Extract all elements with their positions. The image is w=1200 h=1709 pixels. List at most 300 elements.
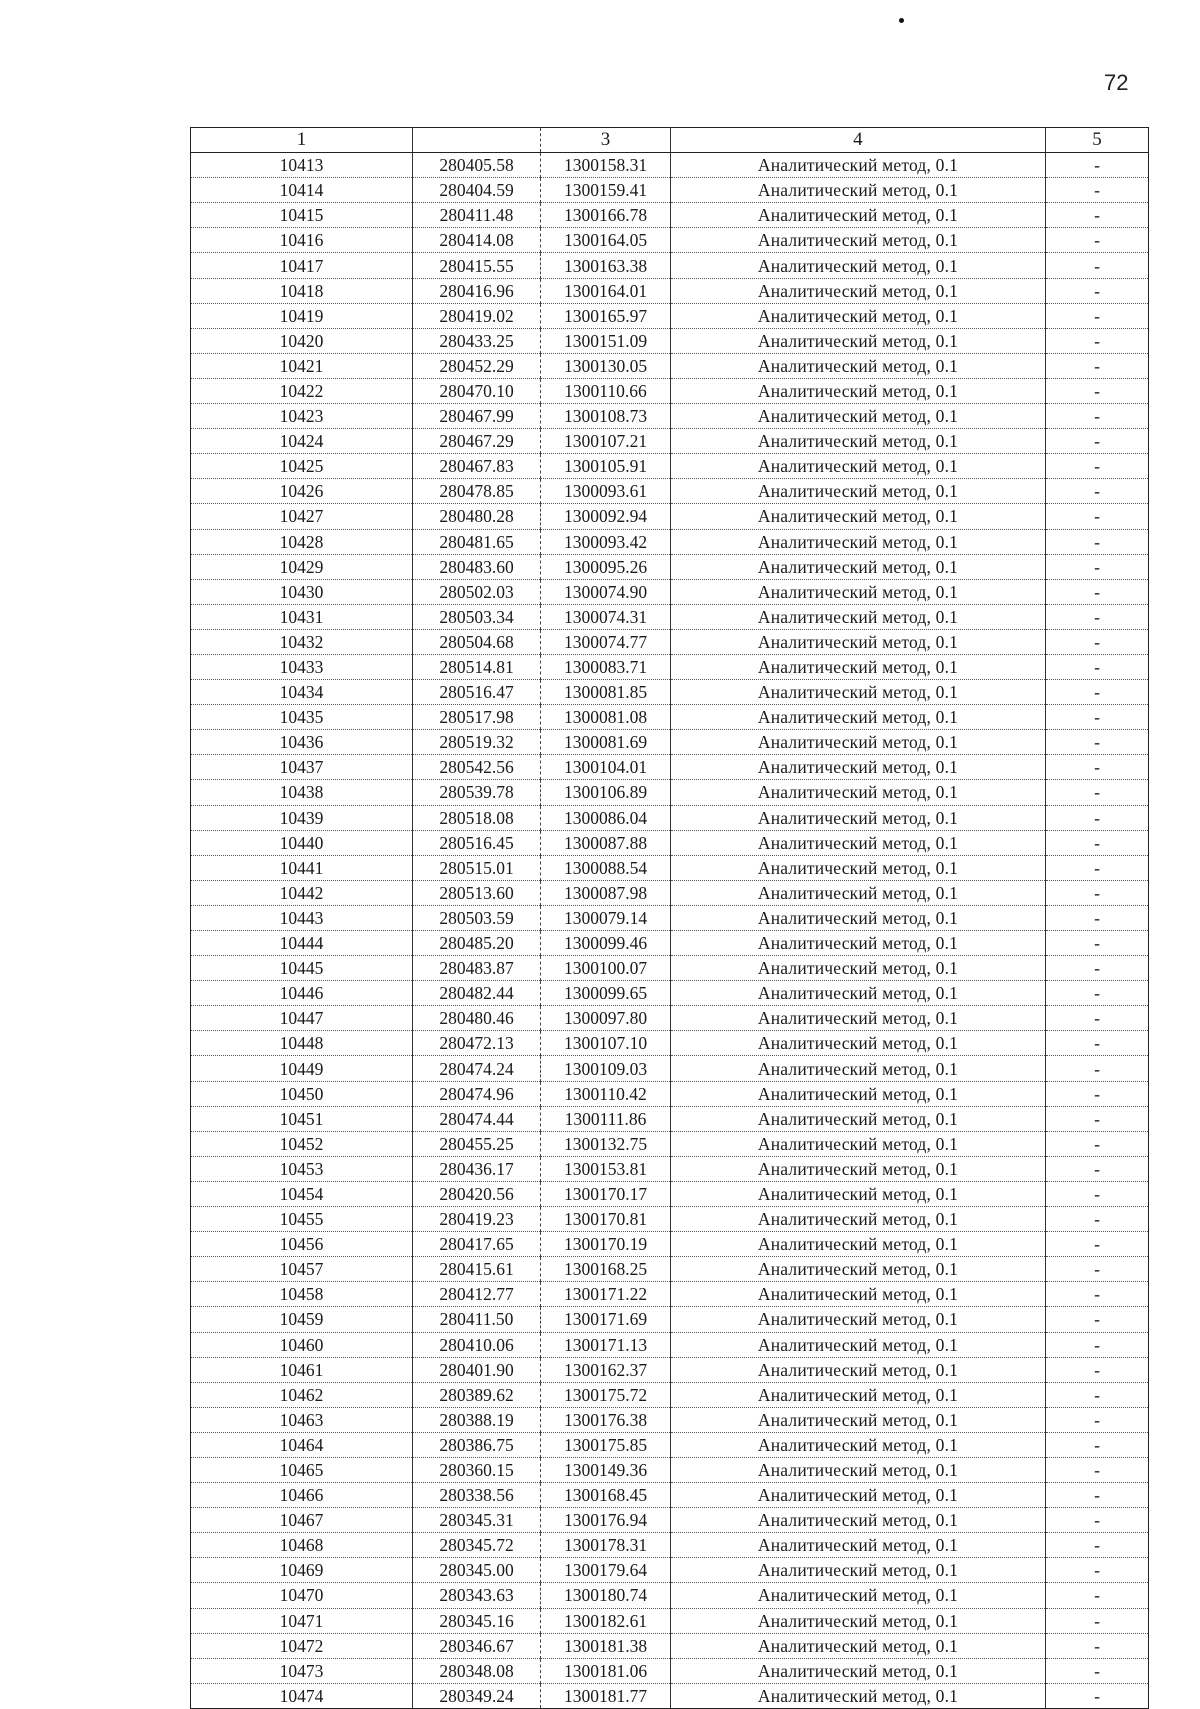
point-number-cell: 10414 — [191, 178, 413, 203]
table-row — [191, 404, 1149, 429]
point-number-cell: 10459 — [191, 1307, 413, 1332]
note-cell: - — [1046, 730, 1149, 755]
table-row — [191, 554, 1149, 579]
y-coordinate-cell: 1300093.42 — [541, 529, 671, 554]
note-cell: - — [1046, 805, 1149, 830]
method-accuracy-cell: Аналитический метод, 0.1 — [671, 278, 1046, 303]
method-accuracy-cell: Аналитический метод, 0.1 — [671, 654, 1046, 679]
method-accuracy-cell: Аналитический метод, 0.1 — [671, 1282, 1046, 1307]
note-cell: - — [1046, 830, 1149, 855]
point-number-cell: 10419 — [191, 303, 413, 328]
table-row — [191, 1006, 1149, 1031]
method-accuracy-cell: Аналитический метод, 0.1 — [671, 529, 1046, 554]
table-row — [191, 353, 1149, 378]
x-coordinate-cell: 280504.68 — [413, 629, 541, 654]
method-accuracy-cell: Аналитический метод, 0.1 — [671, 1457, 1046, 1482]
x-coordinate-cell: 280388.19 — [413, 1407, 541, 1432]
point-number-cell: 10423 — [191, 404, 413, 429]
method-accuracy-cell: Аналитический метод, 0.1 — [671, 855, 1046, 880]
note-cell: - — [1046, 1282, 1149, 1307]
table-row — [191, 504, 1149, 529]
note-cell: - — [1046, 780, 1149, 805]
y-coordinate-cell: 1300171.69 — [541, 1307, 671, 1332]
y-coordinate-cell: 1300097.80 — [541, 1006, 671, 1031]
method-accuracy-cell: Аналитический метод, 0.1 — [671, 905, 1046, 930]
table-row — [191, 579, 1149, 604]
table-row — [191, 1307, 1149, 1332]
x-coordinate-cell: 280419.02 — [413, 303, 541, 328]
note-cell: - — [1046, 1583, 1149, 1608]
table-row — [191, 931, 1149, 956]
x-coordinate-cell: 280542.56 — [413, 755, 541, 780]
point-number-cell: 10465 — [191, 1457, 413, 1482]
y-coordinate-cell: 1300104.01 — [541, 755, 671, 780]
point-number-cell: 10431 — [191, 604, 413, 629]
note-cell: - — [1046, 905, 1149, 930]
note-cell: - — [1046, 1483, 1149, 1508]
point-number-cell: 10420 — [191, 328, 413, 353]
point-number-cell: 10441 — [191, 855, 413, 880]
table-row — [191, 654, 1149, 679]
method-accuracy-cell: Аналитический метод, 0.1 — [671, 830, 1046, 855]
table-row — [191, 1081, 1149, 1106]
note-cell: - — [1046, 228, 1149, 253]
point-number-cell: 10427 — [191, 504, 413, 529]
note-cell: - — [1046, 303, 1149, 328]
point-number-cell: 10425 — [191, 454, 413, 479]
x-coordinate-cell: 280474.44 — [413, 1106, 541, 1131]
note-cell: - — [1046, 1232, 1149, 1257]
y-coordinate-cell: 1300083.71 — [541, 654, 671, 679]
y-coordinate-cell: 1300176.94 — [541, 1508, 671, 1533]
table-row — [191, 1608, 1149, 1633]
point-number-cell: 10430 — [191, 579, 413, 604]
note-cell: - — [1046, 1031, 1149, 1056]
table-row — [191, 730, 1149, 755]
x-coordinate-cell: 280478.85 — [413, 479, 541, 504]
note-cell: - — [1046, 755, 1149, 780]
point-number-cell: 10428 — [191, 529, 413, 554]
table-row — [191, 178, 1149, 203]
method-accuracy-cell: Аналитический метод, 0.1 — [671, 253, 1046, 278]
y-coordinate-cell: 1300074.90 — [541, 579, 671, 604]
y-coordinate-cell: 1300163.38 — [541, 253, 671, 278]
table-row — [191, 328, 1149, 353]
table-row — [191, 253, 1149, 278]
method-accuracy-cell: Аналитический метод, 0.1 — [671, 931, 1046, 956]
method-accuracy-cell: Аналитический метод, 0.1 — [671, 1106, 1046, 1131]
x-coordinate-cell: 280412.77 — [413, 1282, 541, 1307]
point-number-cell: 10467 — [191, 1508, 413, 1533]
y-coordinate-cell: 1300170.19 — [541, 1232, 671, 1257]
x-coordinate-cell: 280516.45 — [413, 830, 541, 855]
note-cell: - — [1046, 1006, 1149, 1031]
method-accuracy-cell: Аналитический метод, 0.1 — [671, 1633, 1046, 1658]
y-coordinate-cell: 1300168.25 — [541, 1257, 671, 1282]
note-cell: - — [1046, 1106, 1149, 1131]
point-number-cell: 10448 — [191, 1031, 413, 1056]
table-row — [191, 1658, 1149, 1683]
table-row — [191, 880, 1149, 905]
point-number-cell: 10438 — [191, 780, 413, 805]
y-coordinate-cell: 1300107.10 — [541, 1031, 671, 1056]
y-coordinate-cell: 1300100.07 — [541, 956, 671, 981]
method-accuracy-cell: Аналитический метод, 0.1 — [671, 1131, 1046, 1156]
method-accuracy-cell: Аналитический метод, 0.1 — [671, 1181, 1046, 1206]
x-coordinate-cell: 280452.29 — [413, 353, 541, 378]
x-coordinate-cell: 280414.08 — [413, 228, 541, 253]
method-accuracy-cell: Аналитический метод, 0.1 — [671, 1432, 1046, 1457]
table-header-row — [191, 128, 1149, 153]
method-accuracy-cell: Аналитический метод, 0.1 — [671, 1081, 1046, 1106]
x-coordinate-cell: 280419.23 — [413, 1207, 541, 1232]
x-coordinate-cell: 280415.61 — [413, 1257, 541, 1282]
x-coordinate-cell: 280517.98 — [413, 705, 541, 730]
y-coordinate-cell: 1300108.73 — [541, 404, 671, 429]
point-number-cell: 10436 — [191, 730, 413, 755]
x-coordinate-cell: 280345.31 — [413, 1508, 541, 1533]
method-accuracy-cell: Аналитический метод, 0.1 — [671, 730, 1046, 755]
point-number-cell: 10451 — [191, 1106, 413, 1131]
point-number-cell: 10455 — [191, 1207, 413, 1232]
table-row — [191, 529, 1149, 554]
y-coordinate-cell: 1300074.77 — [541, 629, 671, 654]
table-row — [191, 1633, 1149, 1658]
x-coordinate-cell: 280539.78 — [413, 780, 541, 805]
method-accuracy-cell: Аналитический метод, 0.1 — [671, 554, 1046, 579]
y-coordinate-cell: 1300166.78 — [541, 203, 671, 228]
note-cell: - — [1046, 880, 1149, 905]
table-row — [191, 1181, 1149, 1206]
table-row — [191, 1533, 1149, 1558]
x-coordinate-cell: 280411.50 — [413, 1307, 541, 1332]
point-number-cell: 10429 — [191, 554, 413, 579]
point-number-cell: 10417 — [191, 253, 413, 278]
point-number-cell: 10462 — [191, 1382, 413, 1407]
note-cell: - — [1046, 956, 1149, 981]
x-coordinate-cell: 280343.63 — [413, 1583, 541, 1608]
table-row — [191, 1432, 1149, 1457]
point-number-cell: 10473 — [191, 1658, 413, 1683]
note-cell: - — [1046, 981, 1149, 1006]
method-accuracy-cell: Аналитический метод, 0.1 — [671, 1031, 1046, 1056]
table-row — [191, 1106, 1149, 1131]
point-number-cell: 10449 — [191, 1056, 413, 1081]
y-coordinate-cell: 1300087.88 — [541, 830, 671, 855]
x-coordinate-cell: 280483.87 — [413, 956, 541, 981]
note-cell: - — [1046, 1407, 1149, 1432]
note-cell: - — [1046, 353, 1149, 378]
y-coordinate-cell: 1300158.31 — [541, 153, 671, 178]
x-coordinate-cell: 280472.13 — [413, 1031, 541, 1056]
method-accuracy-cell: Аналитический метод, 0.1 — [671, 1533, 1046, 1558]
table-row — [191, 1558, 1149, 1583]
y-coordinate-cell: 1300181.38 — [541, 1633, 671, 1658]
x-coordinate-cell: 280348.08 — [413, 1658, 541, 1683]
y-coordinate-cell: 1300074.31 — [541, 604, 671, 629]
y-coordinate-cell: 1300180.74 — [541, 1583, 671, 1608]
note-cell: - — [1046, 178, 1149, 203]
note-cell: - — [1046, 529, 1149, 554]
note-cell: - — [1046, 1382, 1149, 1407]
point-number-cell: 10416 — [191, 228, 413, 253]
method-accuracy-cell: Аналитический метод, 0.1 — [671, 1332, 1046, 1357]
y-coordinate-cell: 1300171.13 — [541, 1332, 671, 1357]
y-coordinate-cell: 1300181.77 — [541, 1683, 671, 1708]
header-col-4: 4 — [671, 128, 1046, 153]
table-row — [191, 303, 1149, 328]
method-accuracy-cell: Аналитический метод, 0.1 — [671, 981, 1046, 1006]
note-cell: - — [1046, 579, 1149, 604]
note-cell: - — [1046, 1658, 1149, 1683]
method-accuracy-cell: Аналитический метод, 0.1 — [671, 404, 1046, 429]
method-accuracy-cell: Аналитический метод, 0.1 — [671, 1232, 1046, 1257]
x-coordinate-cell: 280436.17 — [413, 1156, 541, 1181]
y-coordinate-cell: 1300164.01 — [541, 278, 671, 303]
y-coordinate-cell: 1300165.97 — [541, 303, 671, 328]
table-row — [191, 1282, 1149, 1307]
method-accuracy-cell: Аналитический метод, 0.1 — [671, 1583, 1046, 1608]
header-col-1: 1 — [191, 128, 413, 153]
table-row — [191, 1483, 1149, 1508]
point-number-cell: 10469 — [191, 1558, 413, 1583]
table-row — [191, 1407, 1149, 1432]
scan-dot-mark — [899, 18, 904, 23]
table-row — [191, 755, 1149, 780]
x-coordinate-cell: 280514.81 — [413, 654, 541, 679]
point-number-cell: 10447 — [191, 1006, 413, 1031]
note-cell: - — [1046, 1508, 1149, 1533]
table-body — [191, 153, 1149, 1709]
point-number-cell: 10439 — [191, 805, 413, 830]
note-cell: - — [1046, 1683, 1149, 1708]
note-cell: - — [1046, 604, 1149, 629]
header-col-3: 3 — [541, 128, 671, 153]
method-accuracy-cell: Аналитический метод, 0.1 — [671, 604, 1046, 629]
method-accuracy-cell: Аналитический метод, 0.1 — [671, 1407, 1046, 1432]
table-row — [191, 378, 1149, 403]
note-cell: - — [1046, 629, 1149, 654]
note-cell: - — [1046, 705, 1149, 730]
y-coordinate-cell: 1300179.64 — [541, 1558, 671, 1583]
y-coordinate-cell: 1300110.42 — [541, 1081, 671, 1106]
y-coordinate-cell: 1300164.05 — [541, 228, 671, 253]
y-coordinate-cell: 1300168.45 — [541, 1483, 671, 1508]
note-cell: - — [1046, 153, 1149, 178]
table-row — [191, 830, 1149, 855]
point-number-cell: 10434 — [191, 680, 413, 705]
note-cell: - — [1046, 1207, 1149, 1232]
point-number-cell: 10470 — [191, 1583, 413, 1608]
y-coordinate-cell: 1300081.85 — [541, 680, 671, 705]
method-accuracy-cell: Аналитический метод, 0.1 — [671, 1207, 1046, 1232]
x-coordinate-cell: 280516.47 — [413, 680, 541, 705]
method-accuracy-cell: Аналитический метод, 0.1 — [671, 504, 1046, 529]
point-number-cell: 10433 — [191, 654, 413, 679]
point-number-cell: 10418 — [191, 278, 413, 303]
x-coordinate-cell: 280503.59 — [413, 905, 541, 930]
note-cell: - — [1046, 203, 1149, 228]
x-coordinate-cell: 280480.46 — [413, 1006, 541, 1031]
note-cell: - — [1046, 1131, 1149, 1156]
note-cell: - — [1046, 454, 1149, 479]
x-coordinate-cell: 280386.75 — [413, 1432, 541, 1457]
point-number-cell: 10444 — [191, 931, 413, 956]
method-accuracy-cell: Аналитический метод, 0.1 — [671, 1156, 1046, 1181]
note-cell: - — [1046, 1307, 1149, 1332]
y-coordinate-cell: 1300109.03 — [541, 1056, 671, 1081]
y-coordinate-cell: 1300175.72 — [541, 1382, 671, 1407]
table-row — [191, 1056, 1149, 1081]
table-row — [191, 705, 1149, 730]
table-row — [191, 1508, 1149, 1533]
method-accuracy-cell: Аналитический метод, 0.1 — [671, 1608, 1046, 1633]
table-row — [191, 1457, 1149, 1482]
y-coordinate-cell: 1300110.66 — [541, 378, 671, 403]
y-coordinate-cell: 1300171.22 — [541, 1282, 671, 1307]
method-accuracy-cell: Аналитический метод, 0.1 — [671, 1483, 1046, 1508]
table-row — [191, 1232, 1149, 1257]
method-accuracy-cell: Аналитический метод, 0.1 — [671, 1683, 1046, 1708]
table-row — [191, 1583, 1149, 1608]
y-coordinate-cell: 1300087.98 — [541, 880, 671, 905]
point-number-cell: 10415 — [191, 203, 413, 228]
x-coordinate-cell: 280401.90 — [413, 1357, 541, 1382]
method-accuracy-cell: Аналитический метод, 0.1 — [671, 880, 1046, 905]
method-accuracy-cell: Аналитический метод, 0.1 — [671, 1056, 1046, 1081]
table-row — [191, 855, 1149, 880]
note-cell: - — [1046, 1608, 1149, 1633]
point-number-cell: 10437 — [191, 755, 413, 780]
point-number-cell: 10466 — [191, 1483, 413, 1508]
x-coordinate-cell: 280483.60 — [413, 554, 541, 579]
x-coordinate-cell: 280470.10 — [413, 378, 541, 403]
method-accuracy-cell: Аналитический метод, 0.1 — [671, 328, 1046, 353]
method-accuracy-cell: Аналитический метод, 0.1 — [671, 705, 1046, 730]
x-coordinate-cell: 280485.20 — [413, 931, 541, 956]
x-coordinate-cell: 280518.08 — [413, 805, 541, 830]
point-number-cell: 10413 — [191, 153, 413, 178]
note-cell: - — [1046, 1533, 1149, 1558]
header-col-2 — [413, 128, 541, 153]
method-accuracy-cell: Аналитический метод, 0.1 — [671, 1658, 1046, 1683]
y-coordinate-cell: 1300092.94 — [541, 504, 671, 529]
note-cell: - — [1046, 1081, 1149, 1106]
method-accuracy-cell: Аналитический метод, 0.1 — [671, 153, 1046, 178]
table-row — [191, 479, 1149, 504]
point-number-cell: 10440 — [191, 830, 413, 855]
coordinates-table — [190, 127, 1149, 1709]
point-number-cell: 10460 — [191, 1332, 413, 1357]
y-coordinate-cell: 1300151.09 — [541, 328, 671, 353]
table-row — [191, 680, 1149, 705]
y-coordinate-cell: 1300106.89 — [541, 780, 671, 805]
x-coordinate-cell: 280415.55 — [413, 253, 541, 278]
method-accuracy-cell: Аналитический метод, 0.1 — [671, 1006, 1046, 1031]
x-coordinate-cell: 280455.25 — [413, 1131, 541, 1156]
x-coordinate-cell: 280503.34 — [413, 604, 541, 629]
table-row — [191, 1357, 1149, 1382]
page-number: 72 — [1104, 70, 1129, 95]
y-coordinate-cell: 1300153.81 — [541, 1156, 671, 1181]
point-number-cell: 10468 — [191, 1533, 413, 1558]
point-number-cell: 10457 — [191, 1257, 413, 1282]
point-number-cell: 10458 — [191, 1282, 413, 1307]
table-row — [191, 1131, 1149, 1156]
x-coordinate-cell: 280519.32 — [413, 730, 541, 755]
x-coordinate-cell: 280513.60 — [413, 880, 541, 905]
point-number-cell: 10422 — [191, 378, 413, 403]
x-coordinate-cell: 280474.96 — [413, 1081, 541, 1106]
note-cell: - — [1046, 1432, 1149, 1457]
method-accuracy-cell: Аналитический метод, 0.1 — [671, 805, 1046, 830]
x-coordinate-cell: 280345.16 — [413, 1608, 541, 1633]
table-row — [191, 1156, 1149, 1181]
table-row — [191, 1031, 1149, 1056]
method-accuracy-cell: Аналитический метод, 0.1 — [671, 1558, 1046, 1583]
y-coordinate-cell: 1300093.61 — [541, 479, 671, 504]
y-coordinate-cell: 1300175.85 — [541, 1432, 671, 1457]
point-number-cell: 10421 — [191, 353, 413, 378]
y-coordinate-cell: 1300081.69 — [541, 730, 671, 755]
y-coordinate-cell: 1300086.04 — [541, 805, 671, 830]
table-row — [191, 905, 1149, 930]
x-coordinate-cell: 280416.96 — [413, 278, 541, 303]
point-number-cell: 10426 — [191, 479, 413, 504]
note-cell: - — [1046, 253, 1149, 278]
y-coordinate-cell: 1300149.36 — [541, 1457, 671, 1482]
x-coordinate-cell: 280338.56 — [413, 1483, 541, 1508]
x-coordinate-cell: 280467.83 — [413, 454, 541, 479]
note-cell: - — [1046, 1257, 1149, 1282]
x-coordinate-cell: 280474.24 — [413, 1056, 541, 1081]
note-cell: - — [1046, 479, 1149, 504]
x-coordinate-cell: 280467.29 — [413, 429, 541, 454]
table-row — [191, 278, 1149, 303]
method-accuracy-cell: Аналитический метод, 0.1 — [671, 178, 1046, 203]
point-number-cell: 10464 — [191, 1432, 413, 1457]
method-accuracy-cell: Аналитический метод, 0.1 — [671, 454, 1046, 479]
x-coordinate-cell: 280411.48 — [413, 203, 541, 228]
method-accuracy-cell: Аналитический метод, 0.1 — [671, 629, 1046, 654]
x-coordinate-cell: 280389.62 — [413, 1382, 541, 1407]
y-coordinate-cell: 1300081.08 — [541, 705, 671, 730]
point-number-cell: 10435 — [191, 705, 413, 730]
y-coordinate-cell: 1300111.86 — [541, 1106, 671, 1131]
y-coordinate-cell: 1300170.81 — [541, 1207, 671, 1232]
method-accuracy-cell: Аналитический метод, 0.1 — [671, 1257, 1046, 1282]
point-number-cell: 10450 — [191, 1081, 413, 1106]
x-coordinate-cell: 280502.03 — [413, 579, 541, 604]
x-coordinate-cell: 280515.01 — [413, 855, 541, 880]
note-cell: - — [1046, 504, 1149, 529]
method-accuracy-cell: Аналитический метод, 0.1 — [671, 956, 1046, 981]
y-coordinate-cell: 1300105.91 — [541, 454, 671, 479]
y-coordinate-cell: 1300181.06 — [541, 1658, 671, 1683]
point-number-cell: 10454 — [191, 1181, 413, 1206]
note-cell: - — [1046, 1156, 1149, 1181]
note-cell: - — [1046, 328, 1149, 353]
note-cell: - — [1046, 680, 1149, 705]
y-coordinate-cell: 1300176.38 — [541, 1407, 671, 1432]
y-coordinate-cell: 1300099.65 — [541, 981, 671, 1006]
y-coordinate-cell: 1300088.54 — [541, 855, 671, 880]
note-cell: - — [1046, 554, 1149, 579]
x-coordinate-cell: 280433.25 — [413, 328, 541, 353]
note-cell: - — [1046, 404, 1149, 429]
y-coordinate-cell: 1300182.61 — [541, 1608, 671, 1633]
point-number-cell: 10471 — [191, 1608, 413, 1633]
